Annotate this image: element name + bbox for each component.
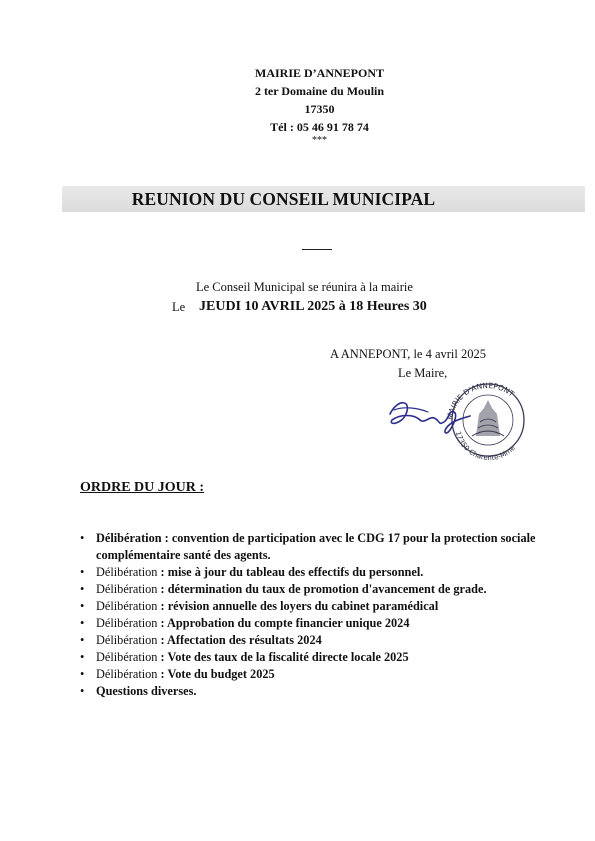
agenda-item-text: Délibération : convention de participation avec le CDG 17 pour la protection sociale complémentaire santé des agents.: [96, 531, 536, 562]
meeting-date-prefix: Le: [172, 300, 186, 314]
agenda-item-prefix: Délibération: [96, 616, 158, 630]
meeting-date: JEUDI 10 AVRIL 2025 à 18 Heures 30: [199, 299, 427, 314]
agenda-list: [80, 530, 560, 700]
divider-rule: [302, 249, 332, 250]
agenda-item-prefix: Délibération: [96, 565, 158, 579]
stamp-bottom-text: 17350 Charente-Mme: [453, 430, 517, 462]
bullet: •: [80, 582, 85, 596]
agenda-item-prefix: Délibération: [96, 599, 158, 613]
agenda-heading: ORDRE DU JOUR :: [80, 480, 205, 495]
agenda-item-prefix: Délibération: [96, 633, 158, 647]
postal-code: 17350: [304, 102, 335, 116]
agenda-item-text: Questions diverses.: [96, 684, 197, 698]
town-hall-name: MAIRIE D’ANNEPONT: [255, 66, 384, 80]
document-title: REUNION DU CONSEIL MUNICIPAL: [131, 189, 436, 209]
bullet: •: [80, 565, 85, 579]
letterhead: [0, 64, 595, 146]
agenda-item: [80, 581, 560, 598]
agenda-item-text: : Affectation des résultats 2024: [157, 633, 322, 647]
agenda-item-text: : Approbation du compte financier unique 2024: [157, 616, 410, 630]
official-stamp: [445, 381, 524, 462]
agenda-item-text: : détermination du taux de promotion d'avancement de grade.: [157, 582, 487, 596]
stamp-top-text: MAIRIE D'ANNEPONT: [444, 380, 516, 421]
bullet: •: [80, 531, 85, 545]
bullet: •: [80, 599, 85, 613]
address-line: 2 ter Domaine du Moulin: [254, 84, 385, 98]
agenda-item: [80, 564, 560, 581]
bullet: •: [80, 650, 85, 664]
separator-stars: ***: [312, 135, 327, 146]
agenda-item: [80, 615, 560, 632]
signatory: Le Maire,: [398, 366, 448, 380]
agenda-item-prefix: Délibération: [96, 582, 158, 596]
signature-stamp: [384, 370, 534, 462]
bullet: •: [80, 616, 85, 630]
meeting-announcement: Le Conseil Municipal se réunira à la mairie: [196, 280, 413, 294]
phone-number: Tél : 05 46 91 78 74: [270, 120, 369, 134]
agenda-item: [80, 683, 560, 700]
agenda-item: [80, 632, 560, 649]
agenda-item-prefix: Délibération: [96, 650, 158, 664]
place-and-date: A ANNEPONT, le 4 avril 2025: [330, 347, 487, 361]
agenda-item-text: : Vote du budget 2025: [157, 667, 275, 681]
bullet: •: [80, 633, 85, 647]
bullet: •: [80, 667, 85, 681]
bullet: •: [80, 684, 85, 698]
agenda-item: [80, 666, 560, 683]
agenda-item-text: : révision annuelle des loyers du cabinet paramédical: [157, 599, 439, 613]
agenda-item-text: : Vote des taux de la fiscalité directe locale 2025: [157, 650, 409, 664]
agenda-item: [80, 530, 560, 564]
agenda-item-prefix: Délibération: [96, 667, 158, 681]
agenda-item-text: : mise à jour du tableau des effectifs du personnel.: [157, 565, 424, 579]
agenda-item: [80, 598, 560, 615]
agenda-item: [80, 649, 560, 666]
